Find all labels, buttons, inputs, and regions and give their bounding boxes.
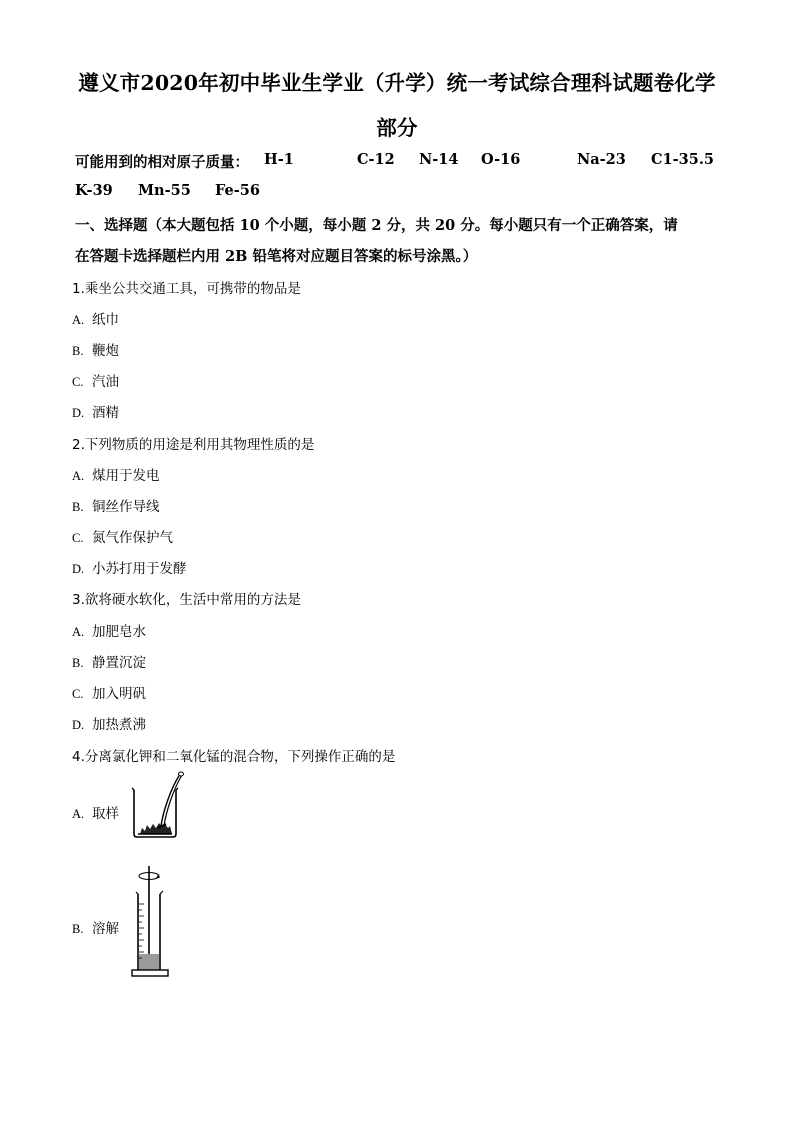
atomic-mass-n: N-14	[419, 151, 459, 168]
option-text: 溶解	[92, 921, 119, 937]
question-2-option-d	[72, 557, 187, 577]
option-letter: B.	[72, 922, 84, 936]
atomic-mass-o: O-16	[481, 151, 521, 168]
question-3-option-d	[72, 713, 146, 733]
section-heading-line1: 一、选择题（本大题包括 10 个小题，每小题 2 分，共 20 分。每小题只有一个正确答案，请	[75, 217, 678, 234]
option-text: 酒精	[92, 405, 119, 421]
question-3-option-b	[72, 651, 146, 671]
beaker-with-spatula-figure	[128, 770, 184, 840]
graduated-cylinder-figure	[130, 866, 178, 982]
atomic-mass-k: K-39	[75, 182, 113, 199]
atomic-mass-h: H-1	[264, 151, 294, 168]
atomic-mass-mn: Mn-55	[138, 182, 191, 199]
section-heading-line2: 在答题卡选择题栏内用 2B 铅笔将对应题目答案的标号涂黑。）	[75, 248, 478, 265]
exam-title-line2: 部分	[376, 116, 418, 140]
option-text: 静置沉淀	[92, 655, 146, 671]
question-2-option-a	[72, 464, 160, 484]
option-text: 取样	[92, 806, 119, 822]
atomic-mass-na: Na-23	[577, 151, 626, 168]
question-1-option-d	[72, 401, 119, 421]
option-text: 加热煮沸	[92, 717, 146, 733]
option-letter: B.	[72, 656, 84, 670]
question-1-option-a	[72, 308, 119, 328]
option-letter: A.	[72, 313, 85, 327]
option-letter: D.	[72, 406, 85, 420]
option-letter: D.	[72, 718, 85, 732]
option-text: 铜丝作导线	[92, 499, 160, 515]
option-text: 汽油	[92, 374, 119, 390]
atomic-mass-cl: C1-35.5	[651, 151, 714, 168]
question-4-option-b	[72, 917, 119, 937]
option-text: 氮气作保护气	[92, 530, 173, 546]
question-3-option-c	[72, 682, 146, 702]
option-letter: B.	[72, 500, 84, 514]
option-text: 加入明矾	[92, 686, 146, 702]
option-letter: D.	[72, 562, 85, 576]
option-letter: B.	[72, 344, 84, 358]
option-letter: A.	[72, 625, 85, 639]
question-4-stem: 4.分离氯化钾和二氧化锰的混合物，下列操作正确的是	[72, 749, 396, 765]
question-2-option-b	[72, 495, 160, 515]
atomic-masses-label: 可能用到的相对原子质量：	[75, 154, 249, 171]
exam-title-line1: 遵义市2020年初中毕业生学业（升学）统一考试综合理科试题卷化学	[78, 71, 716, 95]
option-letter: A.	[72, 807, 85, 821]
option-letter: C.	[72, 687, 84, 701]
option-text: 纸巾	[92, 312, 119, 328]
option-letter: C.	[72, 375, 84, 389]
question-1-option-c	[72, 370, 119, 390]
question-1-option-b	[72, 339, 119, 359]
atomic-mass-c: C-12	[357, 151, 395, 168]
atomic-mass-fe: Fe-56	[215, 182, 260, 199]
option-text: 煤用于发电	[92, 468, 160, 484]
question-2-stem: 2.下列物质的用途是利用其物理性质的是	[72, 437, 315, 453]
option-text: 加肥皂水	[92, 624, 146, 640]
question-3-stem: 3.欲将硬水软化，生活中常用的方法是	[72, 592, 301, 608]
option-letter: A.	[72, 469, 85, 483]
option-letter: C.	[72, 531, 84, 545]
question-2-option-c	[72, 526, 173, 546]
option-text: 小苏打用于发酵	[92, 561, 187, 577]
question-1-stem: 1.乘坐公共交通工具，可携带的物品是	[72, 281, 301, 297]
question-3-option-a	[72, 620, 146, 640]
option-text: 鞭炮	[92, 343, 119, 359]
question-4-option-a	[72, 802, 119, 822]
